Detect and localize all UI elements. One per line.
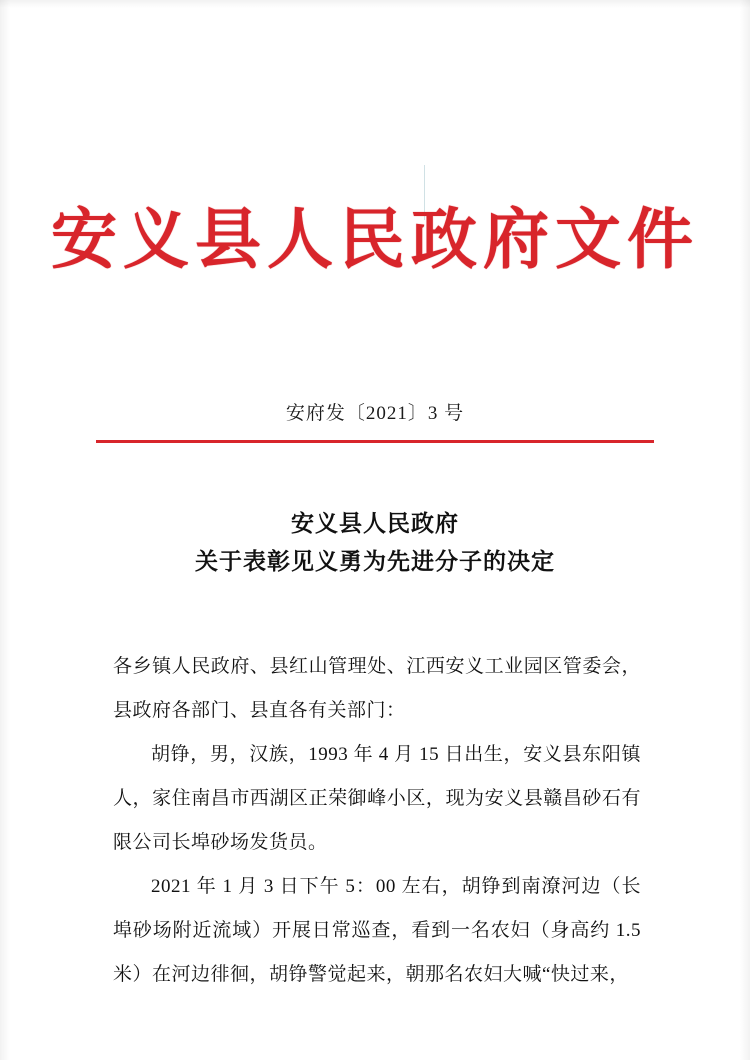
body-paragraph-salutation: 各乡镇人民政府、县红山管理处、江西安义工业园区管委会，县政府各部门、县直各有关部门： — [113, 656, 641, 721]
page-edge-top-shadow — [0, 0, 750, 8]
document-number: 安府发〔2021〕3 号 — [285, 403, 465, 424]
body-paragraph-1: 胡铮，男，汉族，1993 年 4 月 15 日出生，安义县东阳镇人，家住南昌市西湖区正荣御峰小区，现为安义县赣昌砂石有限公司长埠砂场发货员。 — [113, 744, 641, 853]
document-title — [0, 505, 750, 581]
red-horizontal-rule — [96, 440, 654, 443]
document-body — [113, 645, 641, 997]
body-paragraph-2: 2021 年 1 月 3 日下午 5：00 左右，胡铮到南潦河边（长埠砂场附近流域）开展日常巡查，看到一名农妇（身高约 1.5 米）在河边徘徊，胡铮警觉起来，朝那名农妇大喊“快过来， — [113, 876, 641, 985]
title-line-issuer: 安义县人民政府 — [291, 511, 459, 536]
title-line-subject: 关于表彰见义勇为先进分子的决定 — [195, 549, 555, 574]
document-masthead: 安义县人民政府文件 — [51, 204, 699, 277]
